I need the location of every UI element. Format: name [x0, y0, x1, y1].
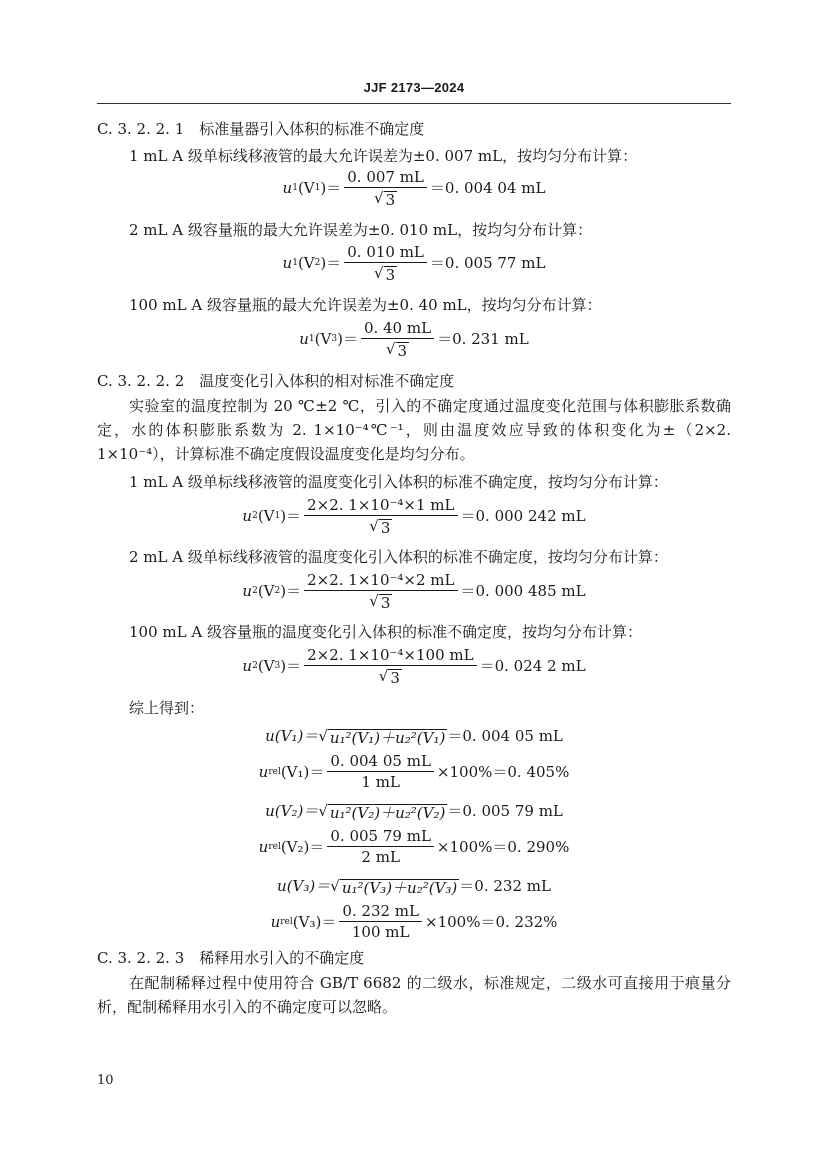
paragraph-flask100-temp: 100 mL A 级容量瓶的温度变化引入体积的标准不确定度，按均匀分布计算： [129, 623, 642, 641]
paragraph-flask2-mpe: 2 mL A 级容量瓶的最大允许误差为±0. 010 mL，按均匀分布计算： [129, 221, 593, 239]
summary-label: 综上得到： [129, 699, 205, 717]
paragraph-temperature-control: 实验室的温度控制为 20 ℃±2 ℃，引入的不确定度通过温度变化范围与体积膨胀系数确定，水的体积膨胀系数为 2. 1×10⁻⁴℃⁻¹，则由温度效应导致的体积变化为±（2×2. 1×10⁻⁴），计算标准不确定度假设温度变化是均匀分布。 [97, 397, 731, 463]
equation-u2-v3: u 2 (V 3 )＝ 2×2. 1×10⁻⁴×100 mL √ 3 ＝0. 024 2 mL [242, 646, 586, 687]
section-heading-c32221: C. 3. 2. 2. 1 标准量器引入体积的标准不确定度 [97, 120, 425, 138]
equation-u1-v1: u 1 (V 1 )＝ 0. 007 mL √ 3 ＝0. 004 04 mL [282, 168, 546, 209]
equation-combined-v2: u(V₂)＝ √ u₁²(V₂)＋u₂²(V₂) ＝0. 005 79 mL [265, 801, 563, 822]
paragraph-flask100-mpe: 100 mL A 级容量瓶的最大允许误差为±0. 40 mL，按均匀分布计算： [129, 296, 602, 314]
paragraph-dilution-water: 在配制稀释过程中使用符合 GB/T 6682 的二级水，标准规定，二级水可直接用于痕量分析，配制稀释用水引入的不确定度可以忽略。 [97, 974, 731, 1016]
equation-u2-v1: u 2 (V 1 )＝ 2×2. 1×10⁻⁴×1 mL √ 3 ＝0. 000 242 mL [242, 496, 586, 537]
equation-rel-v3: u rel (V₃)＝ $\frac{0. 232 mL}{100 mL}$ ×100%＝0. 232% [270, 902, 558, 941]
page-number: 10 [97, 1073, 114, 1088]
equation-combined-v1: u(V₁)＝ √ u₁²(V₁)＋u₂²(V₁) ＝0. 004 05 mL [265, 726, 563, 747]
equation-u1-v2: u 1 (V 2 )＝ 0. 010 mL √ 3 ＝0. 005 77 mL [282, 243, 546, 284]
section-heading-c32223: C. 3. 2. 2. 3 稀释用水引入的不确定度 [97, 949, 365, 967]
section-heading-c32222: C. 3. 2. 2. 2 温度变化引入体积的相对标准不确定度 [97, 372, 455, 390]
equation-rel-v2: u rel (V₂)＝ $\frac{0. 005 79 mL}{2 mL}$ ×100%＝0. 290% [258, 827, 570, 866]
equation-rel-v1: u rel (V₁)＝ $\frac{0. 004 05 mL}{1 mL}$ ×100%＝0. 405% [258, 752, 570, 791]
paragraph-pipette1-temp: 1 mL A 级单标线移液管的温度变化引入体积的标准不确定度，按均匀分布计算： [129, 473, 668, 491]
equation-u1-v3: u 1 (V 3 )＝ 0. 40 mL √ 3 ＝0. 231 mL [299, 319, 529, 360]
running-header: JJF 2173—2024 [363, 80, 465, 95]
equation-u2-v2: u 2 (V 2 )＝ 2×2. 1×10⁻⁴×2 mL √ 3 ＝0. 000 485 mL [242, 571, 586, 612]
paragraph-pipette2-temp: 2 mL A 级单标线移液管的温度变化引入体积的标准不确定度，按均匀分布计算： [129, 548, 668, 566]
equation-combined-v3: u(V₃)＝ √ u₁²(V₃)＋u₂²(V₃) ＝0. 232 mL [277, 876, 551, 897]
header-rule [97, 103, 731, 104]
paragraph-pipette-mpe: 1 mL A 级单标线移液管的最大允许误差为±0. 007 mL，按均匀分布计算： [129, 147, 638, 165]
